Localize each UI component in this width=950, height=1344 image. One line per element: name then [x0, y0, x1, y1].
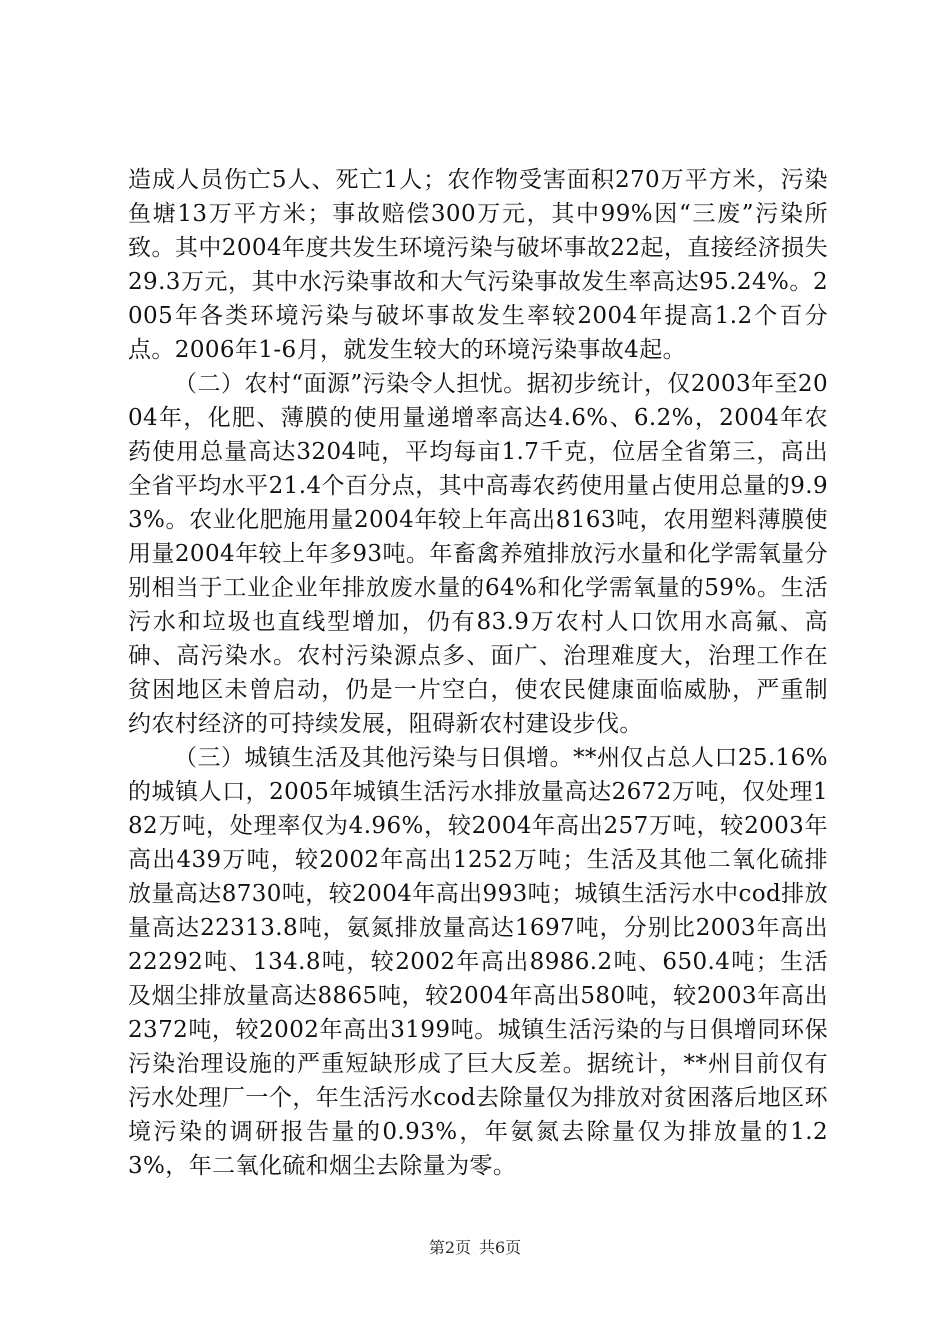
paragraph-urban-pollution: （三）城镇生活及其他污染与日俱增。**州仅占总人口25.16%的城镇人口，2005年城镇生活污水排放量高达2672万吨，仅处理182万吨，处理率仅为4.96%，较2004年高出257万吨，较2003年高出439万吨，较2002年高出1252万吨；生活及其他二氧化硫排放量高达8730吨，较2004年高出993吨；城镇生活污水中cod排放量高达22313.8吨，氨氮排放量高达1697吨，分别比2003年高出22292吨、134.8吨，较2002年高出8986.2吨、650.4吨；生活及烟尘排放量高达8865吨，较2004年高出580吨，较2003年高出2372吨，较2002年高出3199吨。城镇生活污染的与日俱增同环保污染治理设施的严重短缺形成了巨大反差。据统计，**州目前仅有污水处理厂一个，年生活污水cod去除量仅为排放对贫困落后地区环境污染的调研报告量的0.93%，年氨氮去除量仅为排放量的1.23%，年二氧化硫和烟尘去除量为零。 — [128, 745, 828, 1179]
page-footer — [0, 1238, 950, 1258]
page-total: 共6页 — [479, 1238, 522, 1257]
page-number: 第2页 — [428, 1238, 471, 1257]
paragraph-continuation: 造成人员伤亡5人、死亡1人；农作物受害面积270万平方米，污染鱼塘13万平方米；事故赔偿300万元，其中99%因“三废”污染所致。其中2004年度共发生环境污染与破坏事故22起，直接经济损失29.3万元，其中水污染事故和大气污染事故发生率高达95.24%。2005年各类环境污染与破坏事故发生率较2004年提高1.2个百分点。2006年1-6月，就发生较大的环境污染事故4起。 — [128, 167, 828, 363]
document-body — [128, 163, 828, 1183]
paragraph-rural-pollution: （二）农村“面源”污染令人担忧。据初步统计，仅2003年至2004年，化肥、薄膜的使用量递增率高达4.6%、6.2%，2004年农药使用总量高达3204吨，平均每亩1.7千克，位居全省第三，高出全省平均水平21.4个百分点，其中高毒农药使用量占使用总量的9.93%。农业化肥施用量2004年较上年高出8163吨，农用塑料薄膜使用量2004年较上年多93吨。年畜禽养殖排放污水量和化学需氧量分别相当于工业企业年排放废水量的64%和化学需氧量的59%。生活污水和垃圾也直线型增加，仍有83.9万农村人口饮用水高氟、高砷、高污染水。农村污染源点多、面广、治理难度大，治理工作在贫困地区未曾启动，仍是一片空白，使农民健康面临威胁，严重制约农村经济的可持续发展，阻碍新农村建设步伐。 — [128, 371, 828, 737]
